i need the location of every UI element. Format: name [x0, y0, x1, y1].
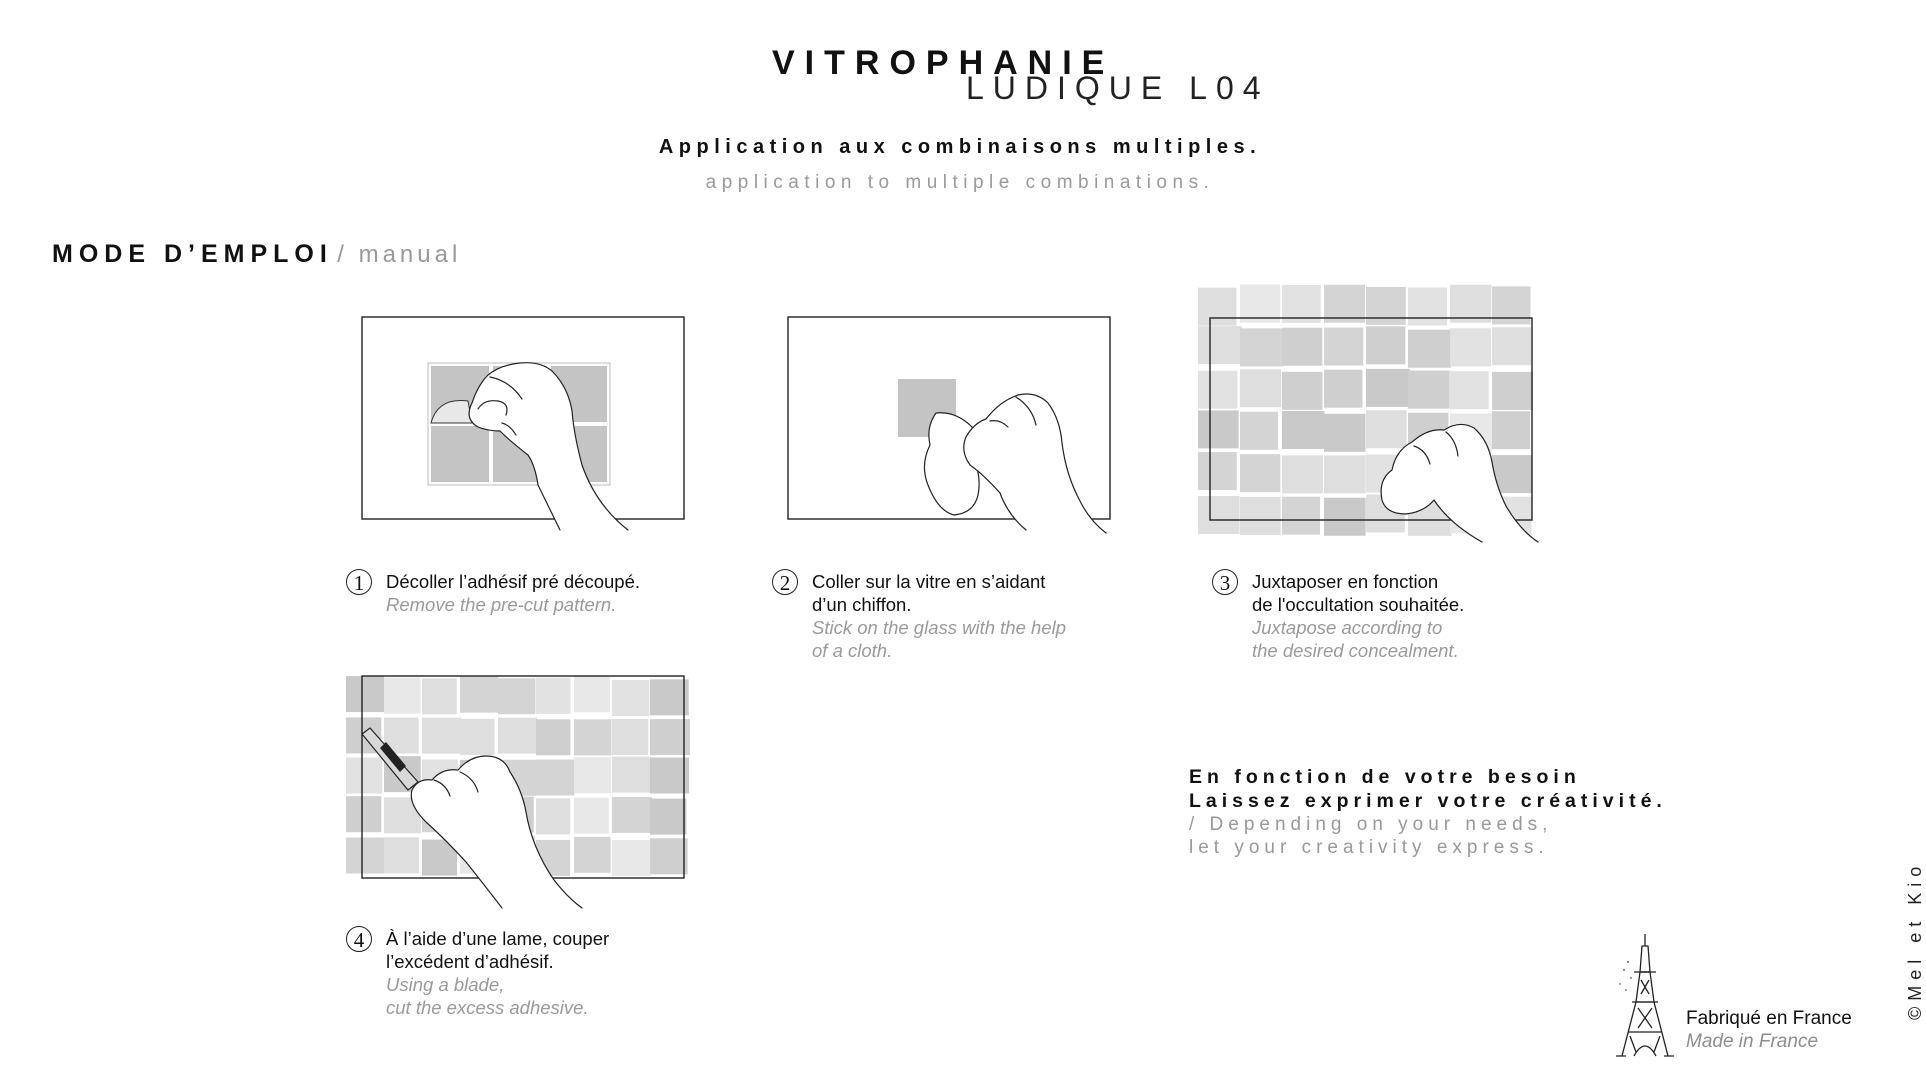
mosaic-tile: [536, 678, 571, 714]
mosaic-tile: [1366, 326, 1405, 364]
step-2-illustration: [786, 315, 1126, 545]
mosaic-tile: [346, 838, 384, 874]
mosaic-tile: [574, 837, 611, 873]
step-3-en-line-1: Juxtapose according to: [1252, 617, 1443, 638]
mosaic-tile: [422, 678, 457, 714]
mosaic-tile: [1240, 369, 1281, 407]
mosaic-tile: [1198, 326, 1242, 364]
mosaic-tile: [1324, 414, 1365, 452]
section-title-en: / manual: [337, 241, 462, 268]
mosaic-tile: [574, 676, 610, 712]
mosaic-tile: [650, 758, 689, 794]
mosaic-tile: [1282, 411, 1324, 449]
mosaic-tile: [574, 798, 609, 834]
mosaic-tile: [1240, 285, 1280, 323]
mosaic-tile: [1492, 327, 1531, 365]
mosaic-tile: [1282, 285, 1321, 323]
mosaic-tile: [1492, 411, 1530, 449]
mosaic-tile: [346, 757, 382, 793]
mosaic-tile: [1408, 371, 1450, 409]
mosaic-tile: [1492, 372, 1533, 410]
mosaic-tile: [460, 677, 498, 713]
step-4-en-line-2: cut the excess adhesive.: [386, 997, 589, 1018]
mosaic-tile: [574, 719, 611, 755]
mosaic-tile: [1492, 286, 1531, 324]
mosaic-tile: [536, 719, 570, 755]
mosaic-tile: [1366, 287, 1406, 325]
step-3-en-line-2: the desired concealment.: [1252, 640, 1459, 661]
step-3-fr-line-1: Juxtaposer en fonction: [1252, 571, 1439, 592]
mosaic-tile: [1198, 410, 1239, 448]
step-4-en-line-1: Using a blade,: [386, 974, 505, 995]
made-in-france-en: Made in France: [1686, 1031, 1819, 1052]
mosaic-tile: [1408, 330, 1451, 368]
step-4-fr-line-1: À l’aide d’une lame, couper: [386, 928, 610, 949]
creativity-fr-line-2: Laissez exprimer votre créativité.: [1189, 790, 1667, 812]
mosaic-tile: [650, 799, 686, 835]
mosaic-tile: [1198, 288, 1236, 326]
mosaic-tile: [1240, 412, 1278, 450]
title-main: VITROPHANIE: [772, 44, 1115, 82]
mosaic-tile: [1198, 452, 1237, 490]
creativity-en-line-1: / Depending on your needs,: [1189, 814, 1553, 835]
step-2-en-line-1: Stick on the glass with the help: [812, 617, 1067, 638]
mosaic-tile: [650, 679, 689, 715]
subtitle-fr: Application aux combinaisons multiples.: [658, 136, 1262, 158]
section-title: [52, 240, 461, 269]
mosaic-tile: [1324, 328, 1363, 366]
mosaic-tile: [536, 798, 570, 834]
creativity-en-line-2: let your creativity express.: [1189, 837, 1549, 858]
mosaic-tile: [1366, 410, 1407, 448]
mosaic-tile: [612, 840, 651, 876]
mosaic-tile: [1198, 496, 1240, 534]
mosaic-tile: [422, 718, 461, 754]
mosaic-tile: [1282, 497, 1320, 535]
mosaic-tile: [1450, 371, 1489, 409]
mosaic-tile: [612, 680, 649, 716]
mosaic-tile: [346, 676, 384, 712]
mosaic-tile: [536, 760, 574, 796]
made-in-france-fr: Fabriqué en France: [1686, 1008, 1852, 1029]
step-3-fr-line-2: de l'occultation souhaitée.: [1252, 594, 1465, 615]
mosaic-tile: [1282, 328, 1322, 366]
mosaic-tile: [346, 796, 381, 832]
mosaic-tile: [612, 797, 652, 833]
creativity-fr-line-1: En fonction de votre besoin: [1189, 766, 1581, 788]
step-2-number: 2: [772, 569, 798, 595]
mosaic-tile: [650, 838, 688, 874]
mosaic-tile: [384, 837, 419, 873]
mosaic-tile: [1366, 369, 1410, 407]
copyright-brand: ©Mel et Kio: [1905, 860, 1925, 1020]
mosaic-tile: [460, 719, 494, 755]
mosaic-tile: [1450, 328, 1491, 366]
mosaic-tile: [1282, 372, 1322, 410]
step-3-illustration: [1192, 280, 1592, 550]
mosaic-tile: [1198, 371, 1237, 409]
step-3-number: 3: [1212, 569, 1238, 595]
mosaic-tile: [612, 719, 648, 755]
subtitle-en: application to multiple combinations.: [705, 172, 1215, 193]
mosaic-tile: [1324, 498, 1366, 536]
eiffel-tower-icon: [1612, 932, 1678, 1060]
mosaic-tile: [1450, 285, 1491, 323]
mosaic-tile: [1240, 328, 1283, 366]
mosaic-tile: [498, 678, 535, 714]
mosaic-tile: [1240, 497, 1281, 535]
mosaic-tile: [574, 757, 611, 793]
step-2-fr-line-1: Coller sur la vitre en s’aidant: [812, 571, 1046, 592]
step-4-number: 4: [346, 926, 372, 952]
step-2-en-line-2: of a cloth.: [812, 640, 893, 661]
title-sub: LUDIQUE L04: [966, 70, 1270, 106]
creativity-block: [1189, 765, 1667, 859]
mosaic-tile: [1324, 285, 1365, 323]
step-1-fr-line-1: Décoller l’adhésif pré découpé.: [386, 571, 641, 592]
mosaic-tile: [1282, 455, 1323, 493]
mosaic-tile: [612, 757, 651, 793]
step-4-illustration: [342, 672, 702, 912]
step-4-fr-line-2: l’excédent d’adhésif.: [386, 951, 554, 972]
mosaic-tile: [1408, 288, 1447, 326]
step-1-en-line-1: Remove the pre-cut pattern.: [386, 594, 617, 615]
mosaic-tile: [1324, 370, 1362, 408]
step-2-fr-line-2: d’un chiffon.: [812, 594, 912, 615]
step-1-illustration: [360, 315, 700, 545]
made-in-france: [1686, 1007, 1852, 1053]
mosaic-tile: [384, 678, 420, 714]
step-1-number: 1: [346, 569, 372, 595]
mosaic-tile: [1240, 454, 1280, 492]
mosaic-tile: [498, 718, 537, 754]
mosaic-tile: [1324, 455, 1366, 493]
section-title-fr: MODE D’EMPLOI: [52, 240, 333, 268]
